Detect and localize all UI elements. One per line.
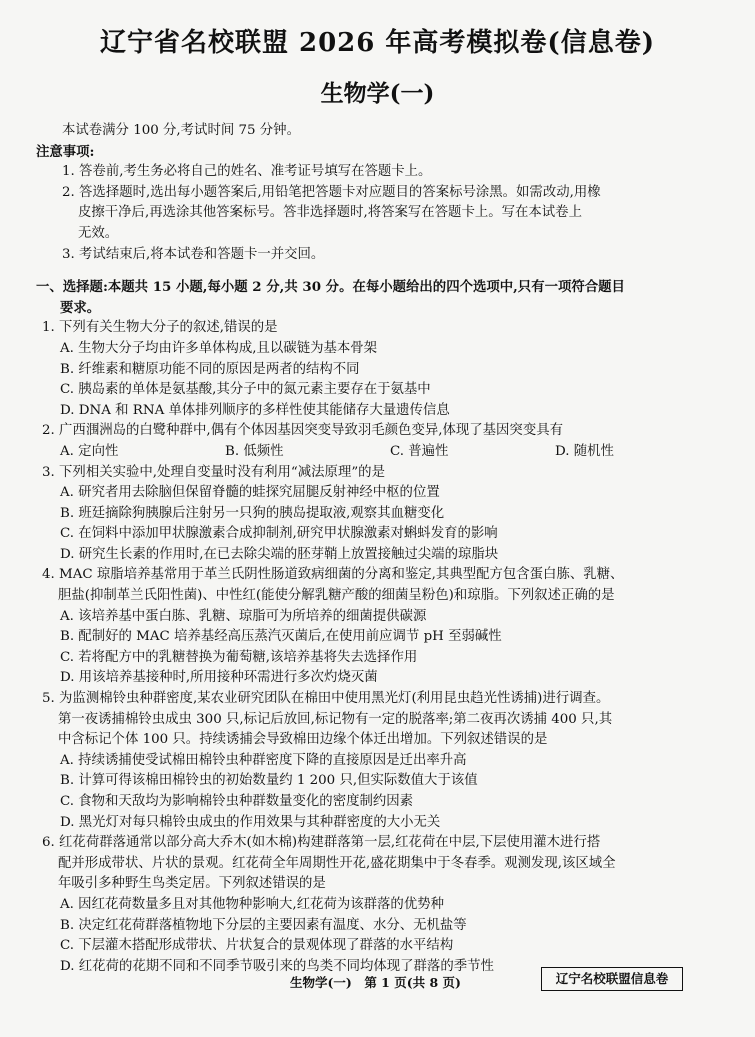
option-c: C. 胰岛素的单体是氨基酸,其分子中的氮元素主要存在于氨基中 bbox=[60, 382, 431, 398]
option-c: C. 普遍性 bbox=[390, 443, 449, 459]
section-heading: 一、选择题:本题共 15 小题,每小题 2 分,共 30 分。在每小题给出的四个选项中,只有一项符合题目 bbox=[36, 279, 625, 296]
notice-item-continued: 无效。 bbox=[78, 225, 119, 241]
question-stem: 1. 下列有关生物大分子的叙述,错误的是 bbox=[42, 320, 278, 336]
question-6 bbox=[36, 833, 726, 977]
option-b: B. 计算可得该棉田棉铃虫的初始数量约 1 200 只,但实际数值大于该值 bbox=[60, 773, 478, 789]
notice-item: 2. 答选择题时,选出每小题答案后,用铅笔把答题卡对应题目的答案标号涂黑。如需改动,用橡 bbox=[62, 184, 601, 200]
option-c: C. 在饲料中添加甲状腺激素合成抑制剂,研究甲状腺激素对蝌蚪发育的影响 bbox=[60, 526, 498, 542]
question-stem: 3. 下列相关实验中,处理自变量时没有利用“减法原理”的是 bbox=[42, 464, 385, 480]
question-2 bbox=[36, 421, 726, 462]
question-stem-continued: 中含标记个体 100 只。持续诱捕会导致棉田边缘个体迁出增加。下列叙述错误的是 bbox=[58, 732, 548, 748]
page-footer: 生物学(一) 第 1 页(共 8 页) bbox=[290, 975, 461, 990]
question-stem: 4. MAC 琼脂培养基常用于革兰氏阴性肠道致病细菌的分离和鉴定,其典型配方包含蛋白胨、乳糖、 bbox=[42, 567, 624, 583]
option-b: B. 决定红花荷群落植物地下分层的主要因素有温度、水分、无机盐等 bbox=[60, 917, 467, 933]
notice-item: 1. 答卷前,考生务必将自己的姓名、准考证号填写在答题卡上。 bbox=[62, 164, 432, 180]
option-a: A. 生物大分子均由许多单体构成,且以碳链为基本骨架 bbox=[60, 340, 378, 356]
option-d: D. 黑光灯对每只棉铃虫成虫的作用效果与其种群密度的大小无关 bbox=[60, 814, 441, 830]
question-stem-continued: 胆盐(抑制革兰氏阳性菌)、中性红(能使分解乳糖产酸的细菌呈粉色)和琼脂。下列叙述正确的是 bbox=[58, 588, 615, 604]
notice-heading: 注意事项: bbox=[36, 143, 95, 160]
option-d: D. DNA 和 RNA 单体排列顺序的多样性使其能储存大量遗传信息 bbox=[60, 402, 450, 418]
question-stem-continued: 配并形成带状、片状的景观。红花荷全年周期性开花,盛花期集中于冬春季。观测发现,该区域全 bbox=[58, 855, 616, 871]
brand-stamp: 辽宁名校联盟信息卷 bbox=[541, 967, 683, 991]
option-b: B. 纤维素和糖原功能不同的原因是两者的结构不同 bbox=[60, 361, 360, 377]
option-a: A. 研究者用去除脑但保留脊髓的蛙探究屈腿反射神经中枢的位置 bbox=[60, 485, 440, 501]
option-a: A. 持续诱捕使受试棉田棉铃虫种群密度下降的直接原因是迁出率升高 bbox=[60, 752, 467, 768]
option-c: C. 下层灌木搭配形成带状、片状复合的景观体现了群落的水平结构 bbox=[60, 938, 454, 954]
options-row bbox=[36, 442, 726, 463]
exam-title: 辽宁省名校联盟 2026 年高考模拟卷(信息卷) bbox=[99, 28, 656, 58]
option-d: D. 用该培养基接种时,所用接种环需进行多次灼烧灭菌 bbox=[60, 670, 378, 686]
question-stem: 6. 红花荷群落通常以部分高大乔木(如木棉)构建群落第一层,红花荷在中层,下层使用灌木进行搭 bbox=[42, 835, 601, 851]
option-c: C. 若将配方中的乳糖替换为葡萄糖,该培养基将失去选择作用 bbox=[60, 649, 418, 665]
question-3 bbox=[36, 463, 726, 566]
question-1 bbox=[36, 318, 726, 421]
option-a: A. 该培养基中蛋白胨、乳糖、琼脂可为所培养的细菌提供碳源 bbox=[60, 608, 427, 624]
notice-item-continued: 皮擦干净后,再选涂其他答案标号。答非选择题时,将答案写在答题卡上。写在本试卷上 bbox=[78, 205, 582, 221]
option-c: C. 食物和天敌均为影响棉铃虫种群数量变化的密度制约因素 bbox=[60, 794, 414, 809]
option-a: A. 定向性 bbox=[60, 443, 119, 459]
score-line: 本试卷满分 100 分,考试时间 75 分钟。 bbox=[62, 123, 300, 138]
notice-item: 3. 考试结束后,将本试卷和答题卡一并交回。 bbox=[62, 246, 325, 262]
option-b: B. 配制好的 MAC 培养基经高压蒸汽灭菌后,在使用前应调节 pH 至弱碱性 bbox=[60, 629, 502, 645]
question-stem: 5. 为监测棉铃虫种群密度,某农业研究团队在棉田中使用黑光灯(利用昆虫趋光性诱捕)进行调查。 bbox=[42, 691, 610, 707]
exam-subtitle: 生物学(一) bbox=[320, 80, 435, 107]
question-5 bbox=[36, 689, 726, 833]
option-b: B. 低频性 bbox=[225, 443, 284, 459]
exam-body bbox=[36, 121, 726, 977]
question-4 bbox=[36, 565, 726, 689]
question-stem-continued: 年吸引多种野生鸟类定居。下列叙述错误的是 bbox=[58, 876, 326, 892]
question-stem: 2. 广西涠洲岛的白鹭种群中,偶有个体因基因突变导致羽毛颜色变异,体现了基因突变具有 bbox=[42, 423, 563, 439]
option-d: D. 随机性 bbox=[555, 443, 614, 459]
option-d: D. 研究生长素的作用时,在已去除尖端的胚芽鞘上放置接触过尖端的琼脂块 bbox=[60, 546, 499, 562]
option-a: A. 因红花荷数量多且对其他物种影响大,红花荷为该群落的优势种 bbox=[60, 896, 444, 912]
section-heading-continued: 要求。 bbox=[60, 299, 101, 316]
option-b: B. 班廷摘除狗胰腺后注射另一只狗的胰岛提取液,观察其血糖变化 bbox=[60, 505, 445, 521]
option-d: D. 红花荷的花期不同和不同季节吸引来的鸟类不同均体现了群落的季节性 bbox=[60, 958, 494, 974]
question-stem-continued: 第一夜诱捕棉铃虫成虫 300 只,标记后放回,标记物有一定的脱落率;第二夜再次诱捕 400 只,其 bbox=[58, 711, 613, 727]
